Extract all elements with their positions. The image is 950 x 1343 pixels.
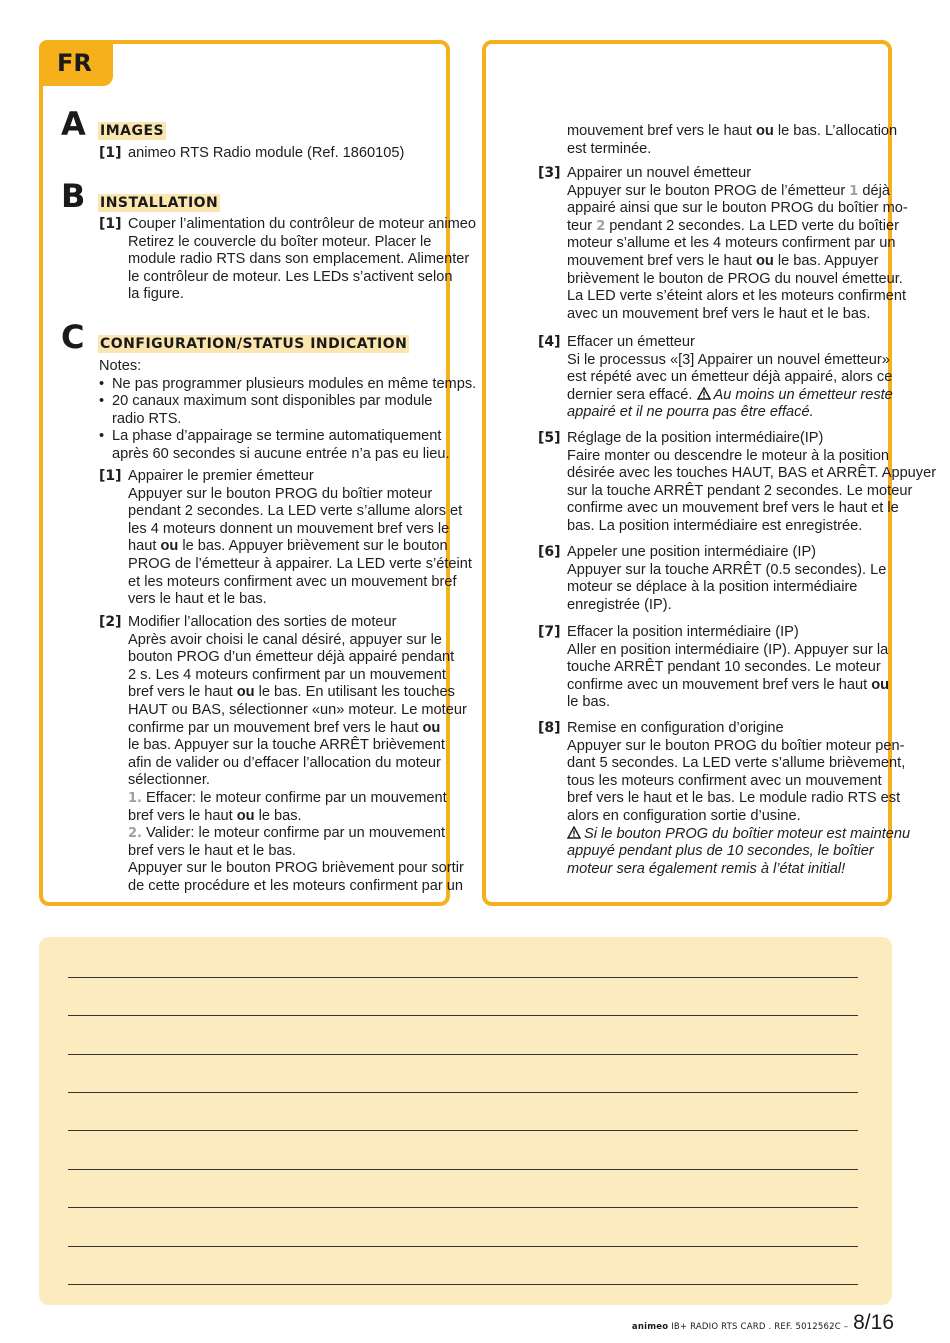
item-title: Appairer un nouvel émetteur (567, 165, 752, 181)
text-line: bouton PROG d’un émetteur déjà appairé pendant (128, 649, 455, 666)
text-line: HAUT ou BAS, sélectionner «un» moteur. Le moteur (128, 701, 467, 718)
item-title: Appeler une position intermédiaire (IP) (567, 544, 817, 560)
text-line: désirée avec les touches HAUT, BAS et ARRÊT. Appuyer (567, 465, 937, 482)
text-line: les 4 moteurs donnent un mouvement bref vers le (128, 520, 450, 537)
note-bullet (99, 428, 450, 463)
section-c-title: CONFIGURATION/STATUS INDICATION (100, 336, 408, 352)
text-line: Appuyer sur le bouton PROG brièvement pour sortir (128, 860, 464, 877)
item-title: Réglage de la position intermédiaire(IP) (567, 430, 824, 446)
text-line: • La phase d’appairage se termine automatiquement (112, 428, 442, 445)
notes (99, 358, 477, 464)
text-line: radio RTS. (112, 410, 182, 427)
section-a-letter: A (61, 105, 86, 143)
text-line: Si le processus «[3] Appairer un nouvel émetteur» (567, 351, 890, 368)
text-line: 2 s. Les 4 moteurs confirment par un mouvement (128, 666, 446, 683)
text-line: mouvement bref vers le haut ou le bas. L’allocation (567, 123, 898, 139)
text-line: touche ARRÊT pendant 10 secondes. Le moteur (567, 659, 881, 676)
section-a-title: IMAGES (100, 123, 165, 139)
item-tag: [4] (538, 334, 561, 350)
text-line: afin de valider ou d’effacer l’allocation du moteur (128, 754, 441, 771)
text-line: alors en configuration sortie d’usine. (567, 807, 801, 824)
text-line: bref vers le haut et le bas. (128, 842, 296, 859)
item-title: Effacer la position intermédiaire (IP) (567, 624, 799, 640)
text-line: teur 2 pendant 2 secondes. La LED verte du boîtier (567, 217, 899, 234)
text-line: dernier sera effacé. Au moins un émetteur reste (567, 386, 893, 403)
text-line: PROG de l’émetteur à appairer. La LED verte s’éteint (128, 555, 472, 572)
ruled-line (68, 1092, 858, 1093)
text-line: et les moteurs confirment avec un mouvement bref (128, 573, 457, 590)
text-line: Faire monter ou descendre le moteur à la position (567, 447, 890, 464)
left-column (39, 40, 477, 906)
ruled-line (68, 1207, 858, 1208)
text-line: Aller en position intermédiaire (IP). Appuyer sur la (567, 641, 889, 658)
right-column (482, 40, 937, 906)
text-line: le contrôleur de moteur. Les LEDs s’activent selon (128, 268, 453, 285)
ruled-line (68, 1015, 858, 1016)
text-line: après 60 secondes si aucune entrée n’a pas eu lieu. (112, 445, 450, 462)
section-c-letter: C (61, 318, 85, 356)
config-item-5 (538, 430, 937, 536)
text-line: Retirez le couvercle du boîter moteur. Placer le (128, 233, 432, 250)
config-item-7 (538, 624, 888, 712)
text-line: moteur se déplace à la position intermédiaire (567, 579, 858, 596)
item-tag: [1] (99, 216, 122, 232)
note-bullet (99, 375, 477, 394)
item-tag: [1] (99, 468, 122, 484)
config-item-6 (538, 544, 888, 614)
item-title: Appairer le premier émetteur (128, 468, 314, 484)
text-line: Après avoir choisi le canal désiré, appuyer sur le (128, 631, 442, 648)
ruled-line (68, 1169, 858, 1170)
text-line: est terminée. (567, 140, 652, 157)
text-line: sur la touche ARRÊT pendant 2 secondes. Le moteur (567, 482, 913, 499)
ruled-line (68, 1246, 858, 1247)
item-tag: [1] (99, 145, 122, 161)
text-line: module radio RTS dans son emplacement. Alimenter (128, 251, 470, 268)
item-title: Remise en configuration d’origine (567, 720, 784, 736)
page-footer (632, 1311, 894, 1335)
text-line: appairé ainsi que sur le bouton PROG du boîtier mo- (567, 200, 908, 217)
brand-name: animeo (631, 1322, 669, 1332)
page-number: 8/16 (853, 1311, 894, 1334)
text-line: haut ou le bas. Appuyer brièvement sur le bouton (128, 538, 448, 555)
notes-writing-area (39, 937, 892, 1305)
text-line: pendant 2 secondes. La LED verte s’allume alors et (128, 503, 463, 520)
text-line: Si le bouton PROG du boîtier moteur est maintenu (567, 826, 888, 844)
section-b-letter: B (61, 177, 86, 215)
item-tag: [2] (99, 614, 122, 630)
text-line: vers le haut et le bas. (128, 591, 267, 608)
ruled-line (68, 1130, 858, 1131)
text-line: sélectionner. (128, 772, 210, 789)
text-line: • Ne pas programmer plusieurs modules en même temps. (112, 375, 477, 392)
images-item-1 (99, 145, 439, 163)
text-line: La LED verte s’éteint alors et les moteurs confirment (567, 288, 907, 305)
config-item-3 (538, 165, 908, 323)
warning-icon (697, 387, 711, 400)
text-line: bref vers le haut ou le bas. (128, 807, 302, 824)
text-line: enregistrée (IP). (567, 596, 672, 613)
continuation (567, 123, 898, 158)
substep-1: 1. Effacer: le moteur confirme par un mouvement (128, 789, 447, 806)
item-tag: [8] (538, 720, 561, 736)
text-line: moteur sera également remis à l’état initial! (567, 860, 846, 877)
config-item-2 (99, 614, 467, 896)
text-line: Appuyer sur le bouton PROG du boîtier moteur (128, 485, 433, 502)
text-line: Couper l’alimentation du contrôleur de moteur animeo (128, 216, 477, 232)
product-reference: IB+ RADIO RTS CARD . REF. 5012562C – (668, 1322, 852, 1332)
section-b-title: INSTALLATION (100, 195, 219, 211)
config-item-1 (99, 468, 472, 609)
text-line: Appuyer sur la touche ARRÊT (0.5 secondes). Le (567, 561, 887, 578)
item-title: Effacer un émetteur (567, 334, 695, 350)
warning-icon (567, 826, 581, 839)
text-line: appairé et il ne pourra pas être effacé. (567, 404, 814, 421)
text-line: Appuyer sur le bouton PROG de l’émetteur 1 déjà (567, 182, 890, 199)
item-tag: [5] (538, 430, 561, 446)
text-line: confirme avec un mouvement bref vers le haut ou (567, 676, 890, 693)
text-line: tous les moteurs confirment avec un mouvement (567, 772, 882, 789)
text-line: • 20 canaux maximum sont disponibles par module (112, 393, 433, 410)
text-line: la figure. (128, 286, 184, 303)
text-line: dant 5 secondes. La LED verte s’allume brièvement, (567, 755, 906, 772)
language-tab: FR (39, 40, 113, 86)
text-line: bref vers le haut et le bas. Le module radio RTS est (567, 790, 901, 807)
text-line: bas. La position intermédiaire est enregistrée. (567, 517, 863, 534)
item-tag: [7] (538, 624, 561, 640)
installation-item-1 (99, 216, 477, 304)
ruled-line (68, 977, 858, 978)
item-tag: [6] (538, 544, 561, 560)
item-tag: [3] (538, 165, 561, 181)
text-line: avec un mouvement bref vers le haut et le bas. (567, 305, 871, 322)
config-item-8 (538, 720, 911, 878)
text-line: appuyé pendant plus de 10 secondes, le boîtier (567, 843, 874, 860)
footer-meta (632, 1322, 851, 1332)
text-line: mouvement bref vers le haut ou le bas. Appuyer (567, 252, 879, 269)
text-line: le bas. (567, 694, 610, 711)
text-line: confirme avec un mouvement bref vers le haut et le (567, 500, 899, 517)
text-line: est répété avec un émetteur déjà appairé, alors ce (567, 369, 893, 386)
config-item-4 (538, 334, 893, 422)
ruled-line (68, 1054, 858, 1055)
note-bullet (99, 393, 439, 428)
text-line: bref vers le haut ou le bas. En utilisant les touches (128, 684, 455, 701)
text-line: brièvement le bouton de PROG du nouvel émetteur. (567, 270, 903, 287)
text-line: moteur s’allume et les 4 moteurs confirment par un (567, 235, 896, 252)
ruled-line (68, 1284, 858, 1285)
notes-title: Notes: (99, 358, 142, 374)
text-line: le bas. Appuyer sur la touche ARRÊT brièvement (128, 737, 445, 754)
text-line: confirme par un mouvement bref vers le haut ou (128, 719, 441, 736)
item-title: Modifier l’allocation des sorties de moteur (128, 614, 397, 630)
substep-2: 2. Valider: le moteur confirme par un mouvement (128, 825, 446, 842)
item-text: animeo RTS Radio module (Ref. 1860105) (128, 145, 405, 161)
text-line: Appuyer sur le bouton PROG du boîtier moteur pen- (567, 737, 905, 754)
text-line: de cette procédure et les moteurs confirment par un (128, 877, 464, 894)
